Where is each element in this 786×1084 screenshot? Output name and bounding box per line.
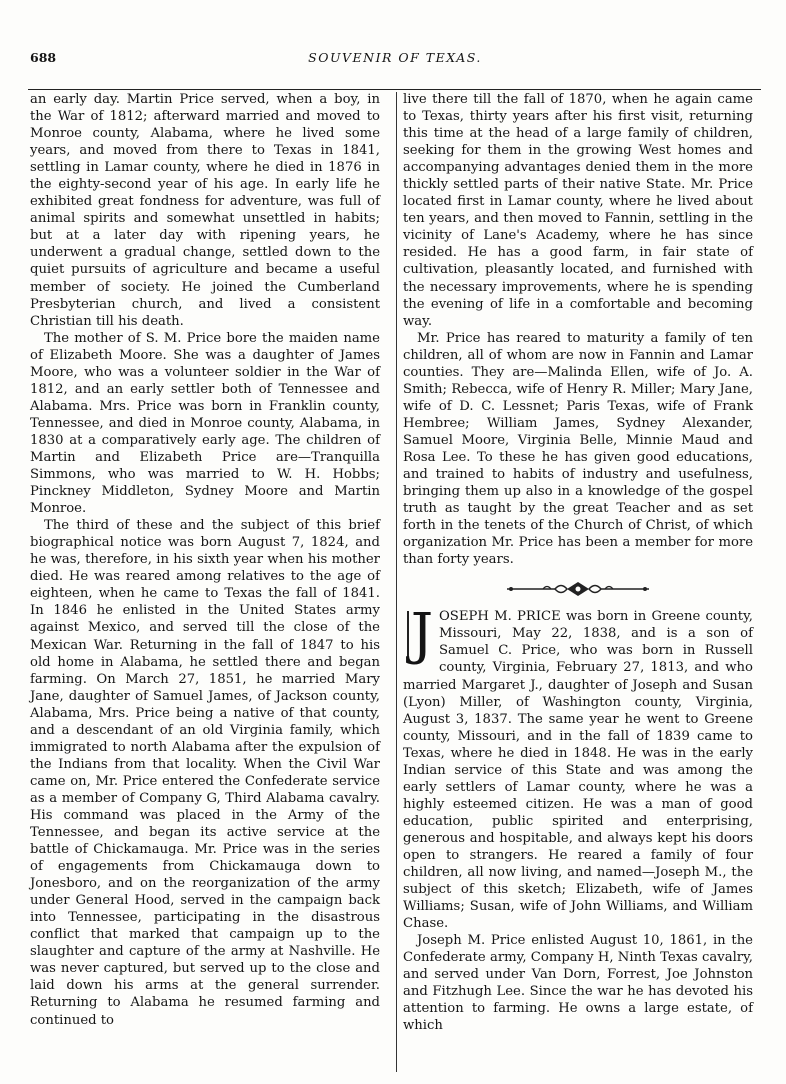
ornamental-divider [403,574,753,604]
ornament-icon [503,580,653,598]
paragraph: The third of these and the subject of this brief biographical notice was born August 7, 1824, and he was, therefore, in his sixth year when his mother died. He was reared among relatives to the age of eighteen, when he came to Texas the fall of 1841. In 1846 he enlisted in the United States army against Mexico, and served till the close of the Mexican War. Returning in the fall of 1847 to his old home in Alabama, he settled there and began farming. On March 27, 1851, he married Mary Jane, daughter of Samuel James, of Jackson county, Alabama, Mrs. Price being a native of that county, and a descendant of an old Virginia family, which immigrated to north Alabama after the expulsion of the Indians from that locality. When the Civil War came on, Mr. Price entered the Confederate service as a member of Company G, Third Alabama cavalry. His command was placed in the Army of the Tennessee, and began its active service at the battle of Chickamauga. Mr. Price was in the series of engagements from Chickamauga down to Jonesboro, and on the reorganization of the army under General Hood, served in the campaign back into Tennessee, participating in the disastrous conflict that marked that campaign up to the slaughter and capture of the army at Nashville. He was never captured, but served up to the close and laid down his arms at the general surrender. Returning to Alabama he resumed farming and continued to [30,518,380,1028]
paragraph: an early day. Martin Price served, when a boy, in the War of 1812; afterward married and moved to Monroe county, Alabama, where he lived some years, and moved from there to Texas in 1841, settling in Lamar county, where he died in 1876 in the eighty-second year of his age. In early life he exhibited great fondness for adventure, was full of animal spirits and somewhat unsettled in habits; but at a later day with ripening years, he underwent a gradual change, settled down to the quiet pursuits of agriculture and became a useful member of society. He joined the Cumberland Presbyterian church, and lived a consistent Christian till his death. [30,92,380,329]
paragraph: Joseph M. Price enlisted August 10, 1861, in the Confederate army, Company H, Ninth Texas cavalry, and served under Van Dorn, Forrest, Joe Johnston and Fitzhugh Lee. Since the war he has devoted his attention to farming. He owns a large estate, of which [403,933,753,1034]
right-column [403,91,753,1034]
header-rule [28,89,761,90]
page-header [30,50,760,70]
page-number: 688 [30,50,57,65]
drop-cap: J [407,611,433,661]
new-article [403,602,753,1034]
running-title: SOUVENIR OF TEXAS. [308,50,482,65]
column-rule [396,92,397,1072]
paragraph: live there till the fall of 1870, when he again came to Texas, thirty years after his first visit, returning this time at the head of a large family of children, seeking for them in the growing West homes and accompanying advantages denied them in the more thickly settled parts of their native State. Mr. Price located first in Lamar county, where he lived about ten years, and then moved to Fannin, settling in the vicinity of Lane's Academy, where he has since resided. He has a good farm, in fair state of cultivation, pleasantly located, and furnished with the necessary improvements, where he is spending the evening of life in a comfortable and becoming way. [403,92,753,329]
paragraph: The mother of S. M. Price bore the maiden name of Elizabeth Moore. She was a daughter of James Moore, who was a volunteer soldier in the War of 1812, and an early settler both of Tennessee and Alabama. Mrs. Price was born in Franklin county, Tennessee, and died in Monroe county, Alabama, in 1830 at a comparatively early age. The children of Martin and Elizabeth Price are—Tranquilla Simmons, who was married to W. H. Hobbs; Pinckney Middleton, Sydney Moore and Martin Monroe. [30,330,380,517]
paragraph: Mr. Price has reared to maturity a family of ten children, all of whom are now in Fannin and Lamar counties. They are—Malinda Ellen, wife of Jo. A. Smith; Rebecca, wife of Henry R. Miller; Mary Jane, wife of D. C. Lessnet; Paris Texas, wife of Frank Hembree; William James, Sydney Alexander, Samuel Moore, Virginia Belle, Minnie Maud and Rosa Lee. To these he has given good educations, and trained to habits of industry and usefulness, bringing them up also in a knowledge of the gospel truth as taught by the great Teacher and as set forth in the tenets of the Church of Christ, of which organization Mr. Price has been a member for more than forty years. [403,330,753,568]
paragraph: OSEPH M. PRICE was born in Greene county, Missouri, May 22, 1838, and is a son of Samuel C. Price, who was born in Russell county, Virginia, February 27, 1813, and who married Margaret J., daughter of Joseph and Susan (Lyon) Miller, of Washington county, Virginia, August 3, 1837. The same year he went to Greene county, Missouri, and in the fall of 1839 came to Texas, where he died in 1848. He was in the early Indian service of this State and was among the early settlers of Lamar county, where he was a highly esteemed citizen. He was a man of good education, public spirited and enterprising, generous and hospitable, and always kept his doors open to strangers. He reared a family of four children, all now living, and named—Joseph M., the subject of this sketch; Elizabeth, wife of James Williams; Susan, wife of John Williams, and William Chase. [403,609,753,932]
left-column [30,91,380,1029]
